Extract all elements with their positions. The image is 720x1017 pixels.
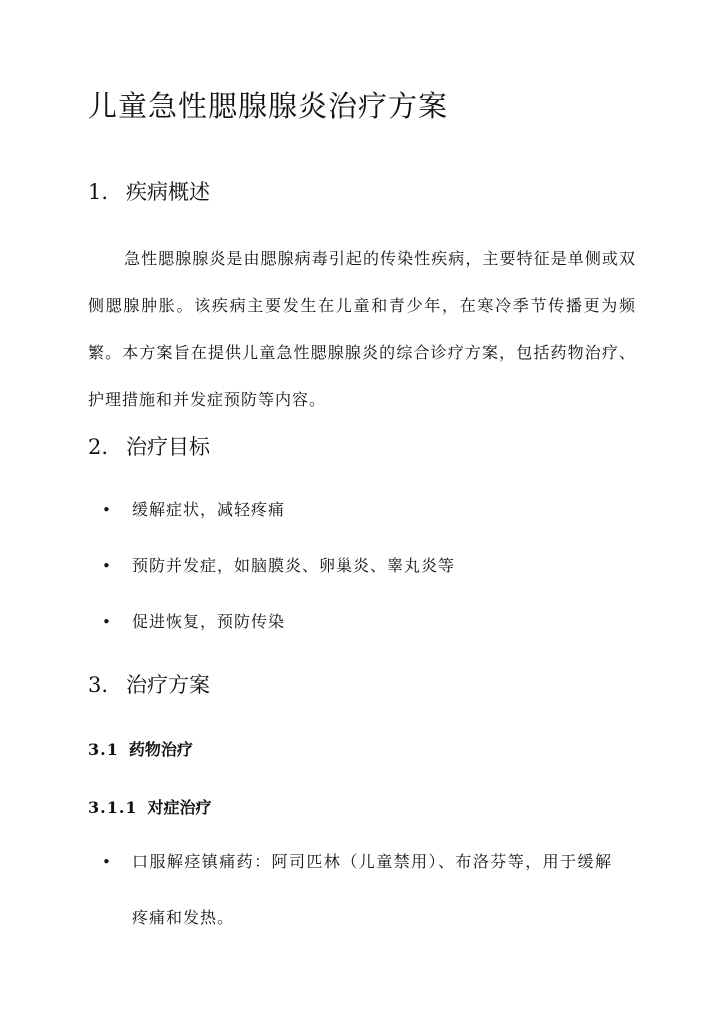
bullet-icon: • <box>102 557 112 575</box>
bullet-icon: • <box>102 853 112 871</box>
list-item-text: 促进恢复，预防传染 <box>132 612 286 631</box>
list-item <box>102 594 652 650</box>
list-item-text: 预防并发症，如脑膜炎、卵巢炎、睾丸炎等 <box>132 556 456 575</box>
subsubsection-title: 对症治疗 <box>147 798 212 817</box>
list-item <box>102 482 652 538</box>
subsection-number: 3.1 <box>88 740 119 759</box>
overview-paragraph: 急性腮腺腺炎是由腮腺病毒引起的传染性疾病，主要特征是单侧或双侧腮腺肿胀。该疾病主要发生在儿童和青少年，在寒冷季节传播更为频繁。本方案旨在提供儿童急性腮腺腺炎的综合诊疗方案，包括药物治疗、护理措施和并发症预防等内容。 <box>88 249 636 409</box>
list-item <box>102 538 652 594</box>
bullet-icon: • <box>102 613 112 631</box>
subsection-heading-medication <box>88 737 193 760</box>
subsubsection-number: 3.1.1 <box>88 798 138 817</box>
section-heading-overview <box>88 176 210 206</box>
section-number: 3. <box>88 673 109 697</box>
subsection-title: 药物治疗 <box>128 740 193 759</box>
document-title: 儿童急性腮腺腺炎治疗方案 <box>88 89 449 123</box>
section-title: 治疗方案 <box>126 673 210 697</box>
list-item <box>102 834 612 946</box>
bullet-icon: • <box>102 501 112 519</box>
section-title: 疾病概述 <box>126 180 210 204</box>
list-item-text: 口服解痉镇痛药：阿司匹林（儿童禁用）、布洛芬等，用于缓解疼痛和发热。 <box>132 852 612 927</box>
section-number: 1. <box>88 180 109 204</box>
section-title: 治疗目标 <box>126 435 210 459</box>
subsubsection-heading-symptomatic <box>88 795 212 818</box>
section-heading-goals <box>88 431 210 461</box>
section-number: 2. <box>88 435 109 459</box>
list-item-text: 缓解症状，减轻疼痛 <box>132 500 286 519</box>
section-heading-plan <box>88 669 210 699</box>
